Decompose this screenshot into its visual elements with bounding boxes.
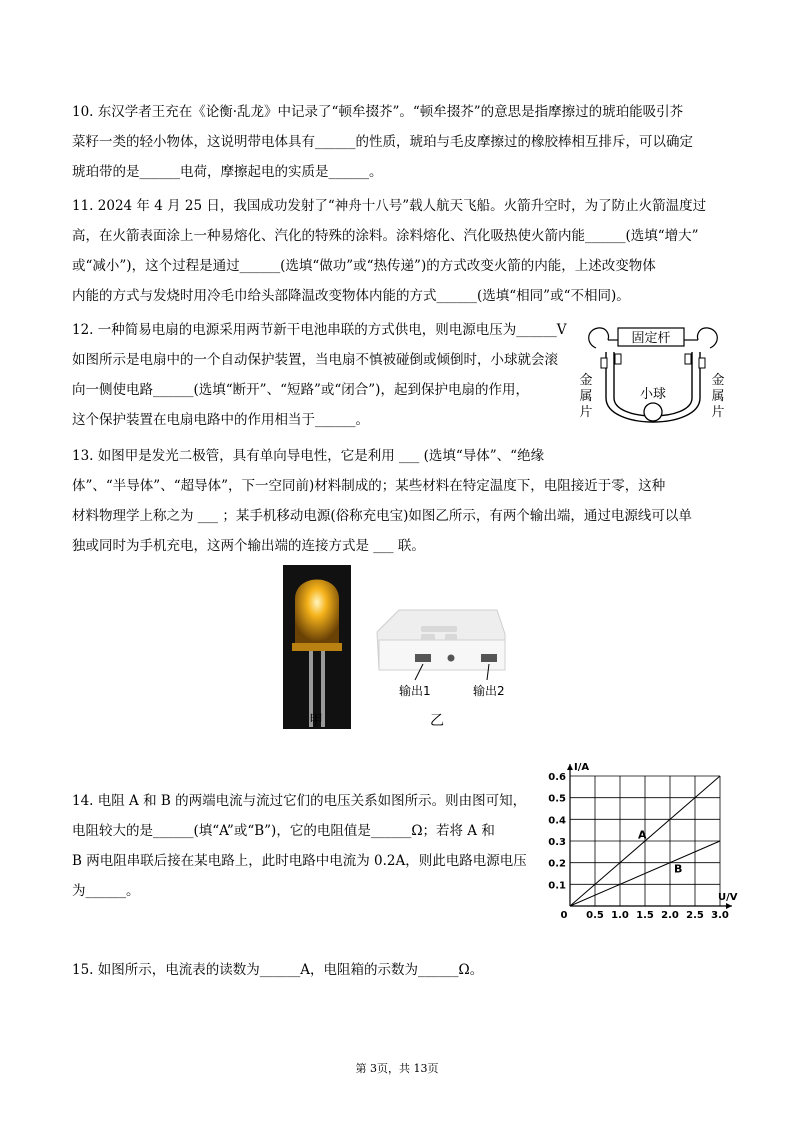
q10-line-2: 菜籽一类的轻小物体，这说明带电体具有______的性质，琥珀与毛皮摩擦过的橡胶棒相互排斥，可以确定: [72, 134, 693, 150]
q14-line-4: 为______。: [72, 883, 140, 899]
q14-line-3: B 两电阻串联后接在某电路上，此时电路中电流为 0.2A，则此电路电源电压: [72, 853, 527, 869]
x-tick-label-3: 2.0: [661, 910, 679, 921]
q15-line-1: 15. 如图所示，电流表的读数为______A，电阻箱的示数为______Ω。: [72, 962, 484, 978]
x-axis-label: U/V: [718, 892, 738, 903]
right-plate-label-3: 片: [711, 405, 725, 420]
left-plate-label-3: 片: [579, 405, 593, 420]
right-plate-label-2: 属: [711, 389, 725, 404]
x-tick-label-2: 1.5: [636, 910, 654, 921]
q14-line-1: 14. 电阻 A 和 B 的两端电流与流过它们的电压关系如图所示。则由图可知，: [72, 793, 527, 809]
y-tick-label-1: 0.2: [548, 858, 566, 870]
page-footer: 第 3页，共 13页: [355, 1062, 439, 1075]
q13-line-1: 13. 如图甲是发光二极管，具有单向导电性，它是利用 ___ (选填“导体”、“绝缘: [72, 448, 545, 464]
y-tick-label-4: 0.5: [548, 793, 566, 805]
protection-device-figure: [578, 318, 728, 440]
y-tick-label-3: 0.4: [548, 815, 566, 827]
right-plate-label-1: 金: [711, 373, 725, 388]
iu-chart: [538, 760, 738, 921]
fixed-rod-label: 固定杆: [631, 331, 671, 346]
x-tick-label-4: 2.5: [686, 910, 704, 921]
q12-line-4: 这个保护装置在电扇电路中的作用相当于______。: [72, 412, 369, 428]
q13-line-4: 独或同时为手机充电，这两个输出端的连接方式是 ___ 联。: [72, 538, 425, 554]
ball-label: 小球: [639, 387, 667, 402]
q14-line-2: 电阻较大的是______(填“A”或“B”)，它的电阻值是______Ω；若将 A 和: [72, 823, 495, 839]
q10-line-1: 10. 东汉学者王充在《论衡·乱龙》中记录了“顿牟掇芥”。“顿牟掇芥”的意思是指摩擦过的琥珀能吸引芥: [72, 104, 684, 120]
output-2-label: 输出2: [473, 684, 505, 698]
left-plate-label-1: 金: [579, 373, 593, 388]
x-tick-label-5: 3.0: [711, 910, 729, 921]
q12-line-1: 12. 一种简易电扇的电源采用两节新干电池串联的方式供电，则电源电压为______V: [72, 322, 567, 338]
y-tick-label-5: 0.6: [548, 772, 566, 783]
q11-line-3: 或“减小”)，这个过程是通过______(选填“做功”或“热传递”)的方式改变火箭的内能，上述改变物体: [72, 258, 656, 274]
q11-line-2: 高，在火箭表面涂上一种易熔化、汽化的特殊的涂料。涂料熔化、汽化吸热使火箭内能______(选填“增大”: [72, 228, 699, 244]
caption-yi: 乙: [430, 713, 444, 729]
series-label-A: A: [638, 828, 647, 842]
x-axis-arrow: [726, 903, 732, 909]
power-bank-image: [369, 604, 509, 700]
q12-line-2: 如图所示是电扇中的一个自动保护装置，当电扇不慎被碰倒或倾倒时，小球就会滚: [72, 352, 558, 368]
y-axis-arrow: [567, 764, 573, 770]
led-image: [283, 565, 351, 729]
x-tick-label-1: 1.0: [611, 910, 629, 921]
x-tick-label-0: 0.5: [586, 910, 604, 921]
left-plate-label-2: 属: [579, 389, 593, 404]
q13-line-2: 体”、“半导体”、“超导体”，下一空同前)材料制成的；某些材料在特定温度下，电阻接近于零，这种: [72, 478, 666, 494]
q13-line-3: 材料物理学上称之为 ___ ；某手机移动电源(俗称充电宝)如图乙所示，有两个输出端，通过电源线可以单: [72, 508, 692, 524]
output-1-label: 输出1: [399, 684, 431, 698]
origin-label: 0: [560, 910, 568, 921]
q11-line-4: 内能的方式与发烧时用冷毛巾给头部降温改变物体内能的方式______(选填“相同”或“不相同)。: [72, 288, 630, 304]
y-tick-label-0: 0.1: [548, 880, 566, 892]
y-axis-label: I/A: [574, 762, 590, 773]
caption-jia: 甲: [309, 713, 323, 729]
q10-line-3: 琥珀带的是______电荷，摩擦起电的实质是______。: [72, 164, 383, 180]
y-tick-label-2: 0.3: [548, 837, 566, 848]
series-label-B: B: [674, 862, 683, 876]
q12-line-3: 向一侧使电路______(选填“断开”、“短路”或“闭合”)，起到保护电扇的作用，: [72, 382, 529, 398]
q11-line-1: 11. 2024 年 4 月 25 日，我国成功发射了“神舟十八号”载人航天飞船。火箭升空时，为了防止火箭温度过: [72, 198, 707, 214]
